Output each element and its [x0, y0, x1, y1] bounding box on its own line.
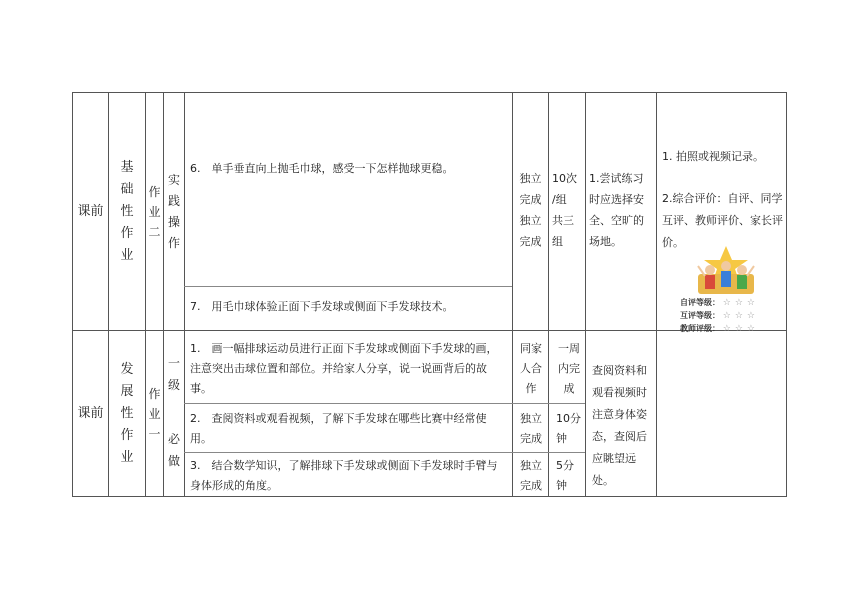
- safety-note: 1.尝试练习时应选择安全、空旷的场地。: [589, 172, 644, 248]
- required-label: 必 做: [167, 432, 180, 468]
- task-1-mode: 同家人合作: [520, 342, 542, 395]
- kids-cheering-illustration: [690, 244, 762, 298]
- type-label: 实 践 操 作: [167, 172, 180, 250]
- star-icon[interactable]: ☆☆☆: [722, 311, 760, 321]
- task-7: 7. 用毛巾球体验正面下手发球或侧面下手发球技术。: [190, 300, 454, 313]
- self-rating: 自评等级： ☆☆☆: [680, 298, 760, 308]
- star-icon[interactable]: ☆☆☆: [722, 324, 760, 334]
- table-border-right: [786, 92, 787, 497]
- col-divider: [548, 92, 549, 497]
- task-2-time: 10分钟: [556, 412, 581, 445]
- assignment-label: 作 业 一: [148, 386, 161, 441]
- assignment-label: 作 业 二: [148, 184, 161, 239]
- safety-note: 查阅资料和观看视频时注意身体姿态，查阅后应眺望远处。: [592, 364, 647, 487]
- teacher-rating: 教师评级： ☆☆☆: [680, 324, 760, 334]
- col-divider: [184, 92, 185, 497]
- col-divider: [656, 92, 657, 497]
- row-divider: [184, 286, 512, 287]
- row-divider: [184, 452, 585, 453]
- col-divider: [512, 92, 513, 497]
- task-1-time: 一周内完成: [558, 342, 580, 395]
- task-3-mode: 独立完成: [520, 459, 542, 492]
- task-6: 6. 单手垂直向上抛毛巾球，感受一下怎样抛球更稳。: [190, 162, 454, 175]
- evaluation-item-2: 2.综合评价：自评、同学互评、教师评价、家长评价。: [662, 192, 783, 249]
- star-icon[interactable]: ☆☆☆: [722, 298, 760, 308]
- table-border-bottom: [72, 496, 787, 497]
- stage-label: 课前: [77, 405, 104, 421]
- task-3: 3. 结合数学知识，了解排球下手发球或侧面下手发球时手臂与身体形成的角度。: [190, 459, 498, 492]
- evaluation-item-1: 1. 拍照或视频记录。: [662, 150, 764, 163]
- level-label: 一 级: [167, 356, 180, 392]
- row-divider: [184, 403, 585, 404]
- completion-mode: 独立 完成 独立 完成: [519, 172, 542, 248]
- task-3-time: 5分钟: [556, 459, 574, 492]
- stage-label: 课前: [77, 203, 104, 219]
- task-2-mode: 独立完成: [520, 412, 542, 445]
- category-label: 发 展 性 作 业: [120, 361, 134, 465]
- peer-rating: 互评等级： ☆☆☆: [680, 311, 760, 321]
- task-1: 1. 画一幅排球运动员进行正面下手发球或侧面下手发球的画，注意突出击球位置和部位。并给家人分享，说一说画背后的故事。: [190, 342, 498, 395]
- task-2: 2. 查阅资料或观看视频，了解下手发球在哪些比赛中经常使用。: [190, 412, 487, 445]
- category-label: 基 础 性 作 业: [120, 159, 134, 263]
- duration: 10次 /组 共三 组: [552, 172, 577, 248]
- col-divider: [585, 92, 586, 497]
